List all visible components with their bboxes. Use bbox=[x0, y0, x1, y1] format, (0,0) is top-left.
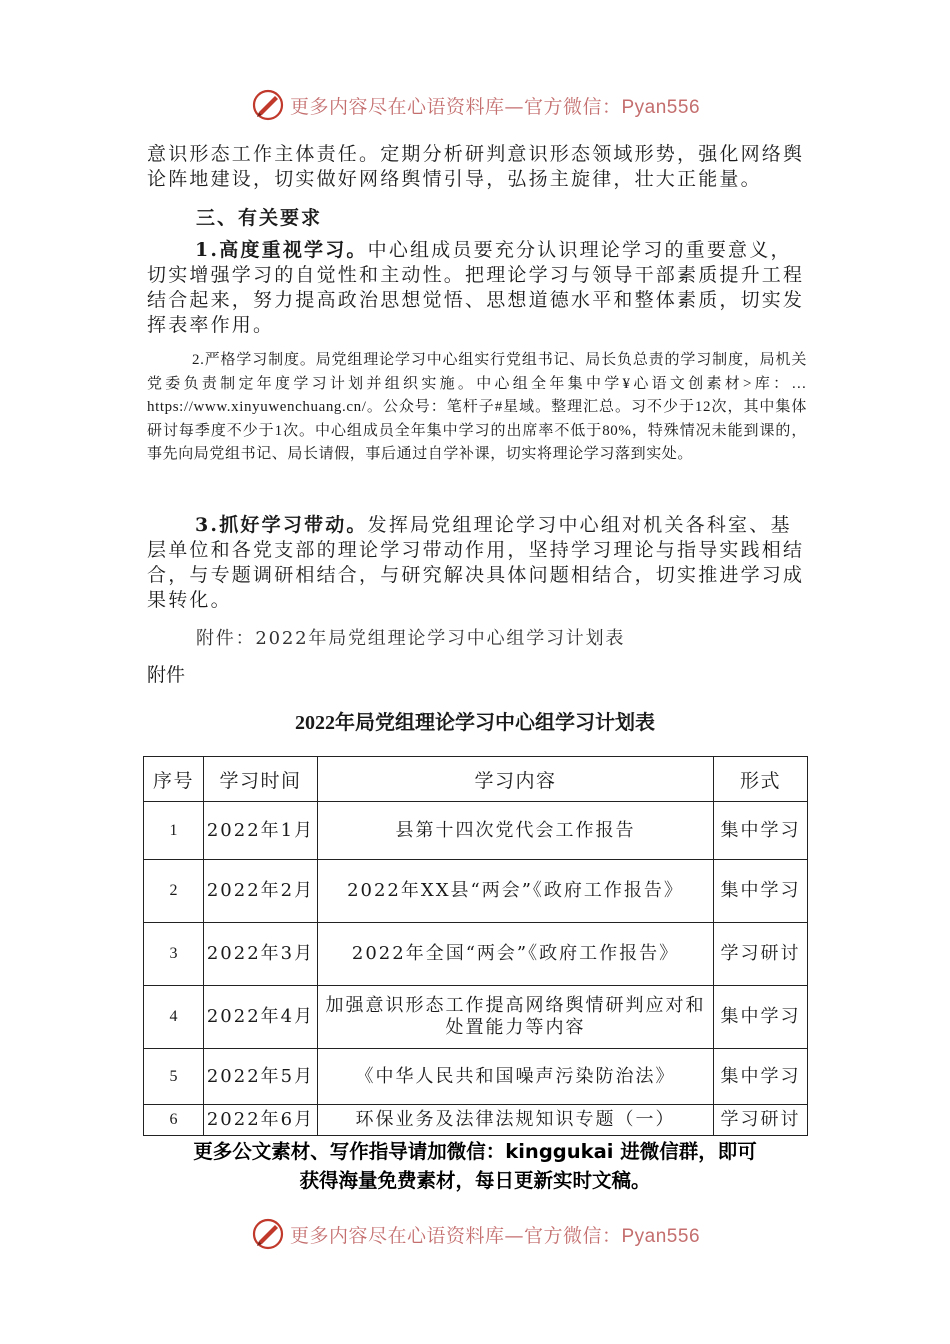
section-heading: 三、有关要求 bbox=[196, 207, 323, 229]
pen-logo-icon bbox=[250, 87, 286, 123]
row-content: 2022年全国“两会”《政府工作报告》 bbox=[318, 923, 714, 986]
table-row bbox=[144, 802, 808, 860]
requirement-3-lead: 3.抓好学习带动。 bbox=[195, 514, 368, 536]
row-format: 集中学习 bbox=[714, 860, 808, 923]
footer-banner bbox=[0, 1211, 950, 1257]
banner-text: 更多内容尽在心语资料库—官方微信：Pyan556 bbox=[289, 1224, 701, 1247]
requirement-2: 2.严格学习制度。局党组理论学习中心组实行党组书记、局长负总责的学习制度，局机关党委负责制定年度学习计划并组织实施。中心组全年集中学¥心语文创素材>库：…https://www.xinyuwenchuang.cn/。公众号：笔杆子#星域。整理汇总。习不少于12次，其中集体研讨每季度不少于1次。中心组成员全年集中学习的出席率不低于80%，特殊情况未能到课的，事先向局党组书记、局长请假，事后通过自学补课，切实将理论学习落到实处。 bbox=[147, 352, 807, 463]
table-row bbox=[144, 1105, 808, 1136]
promo-notice bbox=[0, 1137, 950, 1195]
header-format: 形式 bbox=[714, 757, 808, 802]
banner-text: 更多内容尽在心语资料库—官方微信：Pyan556 bbox=[289, 95, 701, 118]
pen-logo-icon bbox=[250, 1216, 286, 1252]
requirement-1 bbox=[147, 238, 807, 338]
row-time: 2022年5月 bbox=[204, 1049, 318, 1105]
row-format: 集中学习 bbox=[714, 802, 808, 860]
row-content: 《中华人民共和国噪声污染防治法》 bbox=[318, 1049, 714, 1105]
row-index: 3 bbox=[144, 923, 204, 986]
requirement-1-lead: 1.高度重视学习。 bbox=[195, 239, 368, 261]
study-plan-table bbox=[143, 756, 808, 1136]
paragraph-continuation: 意识形态工作主体责任。定期分析研判意识形态领域形势，强化网络舆论阵地建设，切实做好网络舆情引导，弘扬主旋律，壮大正能量。 bbox=[147, 143, 805, 190]
row-time: 2022年4月 bbox=[204, 986, 318, 1049]
requirement-3-text: 发挥局党组理论学习中心组对机关各科室、基层单位和各党支部的理论学习带动作用，坚持学习理论与指导实践相结合，与专题调研相结合，与研究解决具体问题相结合，切实推进学习成果转化。 bbox=[147, 514, 805, 611]
table-row bbox=[144, 860, 808, 923]
row-time: 2022年6月 bbox=[204, 1105, 318, 1136]
row-format: 学习研讨 bbox=[714, 1105, 808, 1136]
header-content: 学习内容 bbox=[318, 757, 714, 802]
row-content: 2022年XX县“两会”《政府工作报告》 bbox=[318, 860, 714, 923]
attachment-label: 附件 bbox=[147, 664, 186, 686]
promo-line-2: 获得海量免费素材，每日更新实时文稿。 bbox=[299, 1169, 651, 1192]
row-index: 1 bbox=[144, 802, 204, 860]
row-index: 2 bbox=[144, 860, 204, 923]
table-row bbox=[144, 986, 808, 1049]
row-time: 2022年1月 bbox=[204, 802, 318, 860]
header-banner bbox=[0, 82, 950, 128]
row-format: 学习研讨 bbox=[714, 923, 808, 986]
row-format: 集中学习 bbox=[714, 986, 808, 1049]
table-row bbox=[144, 1049, 808, 1105]
header-index: 序号 bbox=[144, 757, 204, 802]
row-time: 2022年3月 bbox=[204, 923, 318, 986]
row-index: 4 bbox=[144, 986, 204, 1049]
promo-line-1: 更多公文素材、写作指导请加微信：kinggukai 进微信群，即可 bbox=[193, 1140, 757, 1163]
row-format: 集中学习 bbox=[714, 1049, 808, 1105]
row-index: 6 bbox=[144, 1105, 204, 1136]
row-time: 2022年2月 bbox=[204, 860, 318, 923]
header-time: 学习时间 bbox=[204, 757, 318, 802]
row-content: 环保业务及法律法规知识专题（一） bbox=[318, 1105, 714, 1136]
table-title: 2022年局党组理论学习中心组学习计划表 bbox=[295, 712, 655, 734]
requirement-1-text: 中心组成员要充分认识理论学习的重要意义，切实增强学习的自觉性和主动性。把理论学习与领导干部素质提升工程结合起来，努力提高政治思想觉悟、思想道德水平和整体素质，切实发挥表率作用。 bbox=[147, 239, 805, 336]
row-content: 加强意识形态工作提高网络舆情研判应对和处置能力等内容 bbox=[318, 986, 714, 1049]
row-index: 5 bbox=[144, 1049, 204, 1105]
table-row bbox=[144, 923, 808, 986]
table-header-row bbox=[144, 757, 808, 802]
requirement-3 bbox=[147, 513, 807, 613]
row-content: 县第十四次党代会工作报告 bbox=[318, 802, 714, 860]
attachment-line: 附件：2022年局党组理论学习中心组学习计划表 bbox=[196, 628, 626, 649]
